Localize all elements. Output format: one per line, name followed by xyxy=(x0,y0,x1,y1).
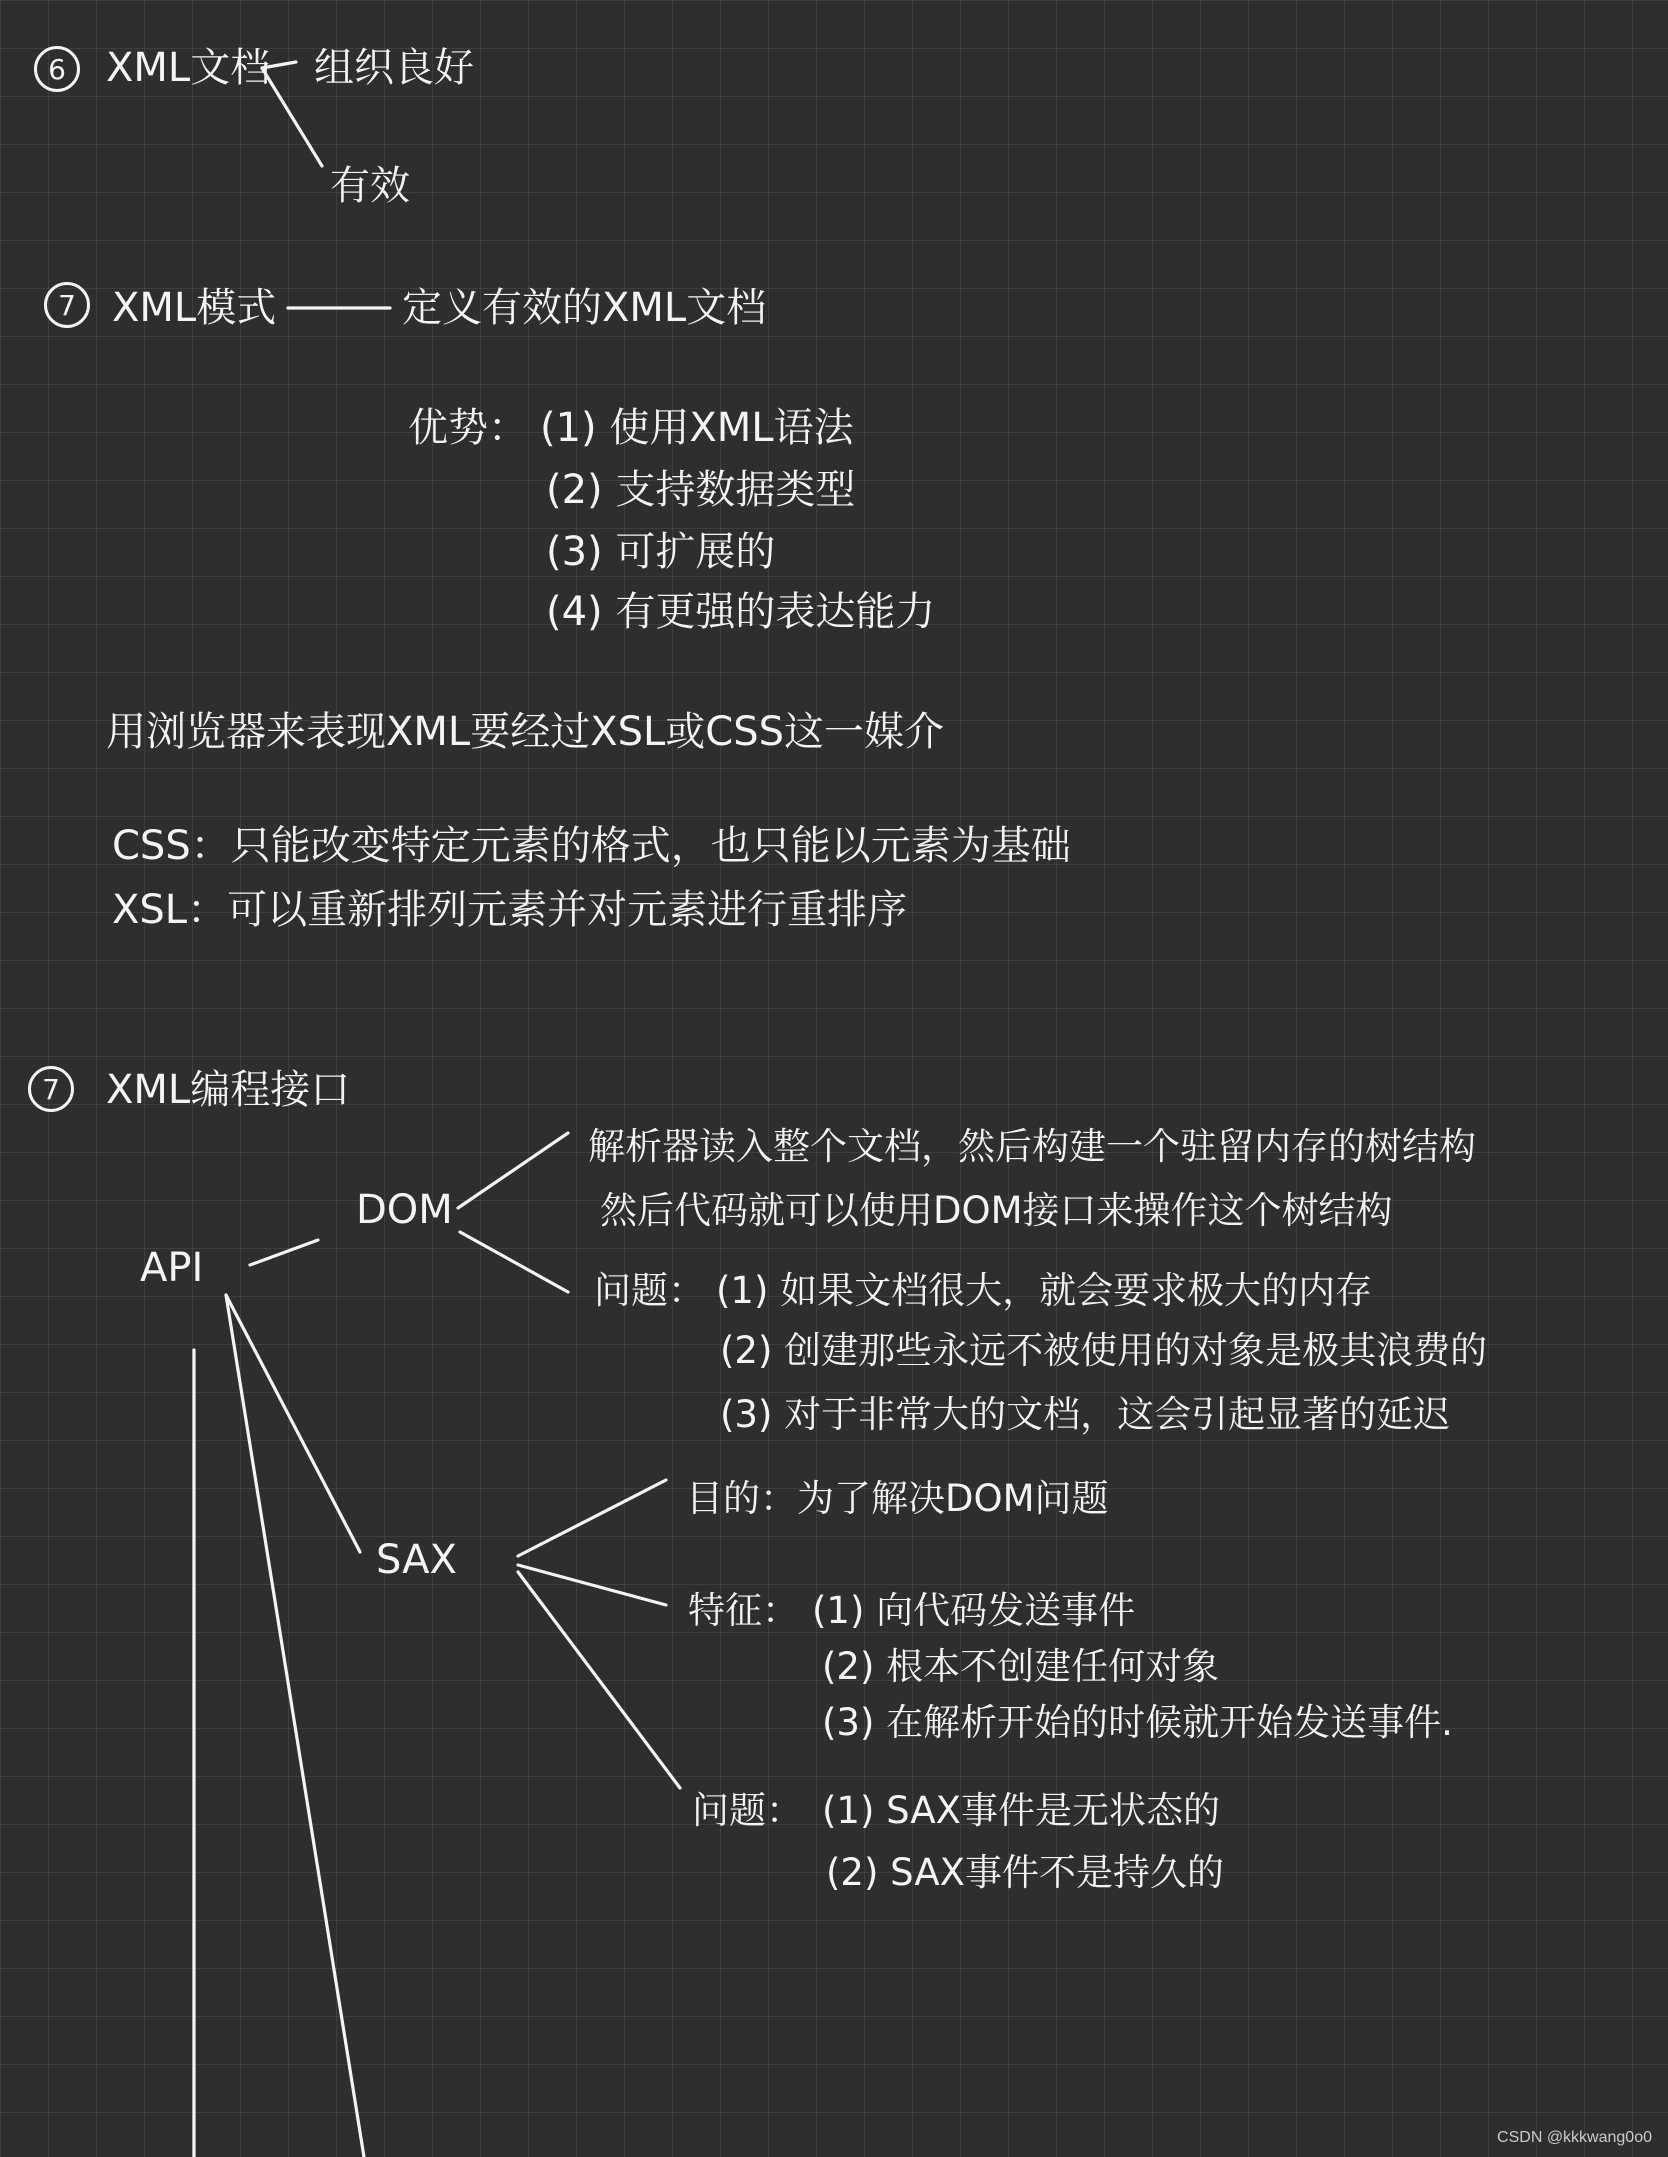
dom-desc-line-2: 然后代码就可以使用DOM接口来操作这个树结构 xyxy=(600,1189,1393,1232)
sax-label: SAX xyxy=(376,1537,457,1583)
csdn-watermark: CSDN @kkkwang0o0 xyxy=(1497,2129,1652,2146)
connector-sax-problems xyxy=(518,1572,680,1788)
connector-api-dom xyxy=(250,1240,318,1265)
advantage-item-3: (3) 可扩展的 xyxy=(546,529,776,575)
dom-problem-2: (2) 创建那些永远不被使用的对象是极其浪费的 xyxy=(720,1329,1488,1372)
sax-feature-1: (1) 向代码发送事件 xyxy=(812,1589,1136,1632)
sax-features-label: 特征： xyxy=(688,1589,799,1632)
sax-problem-2: (2) SAX事件不是持久的 xyxy=(826,1851,1225,1894)
connector-dom-desc xyxy=(458,1133,568,1208)
section-number-7-schema: 7 xyxy=(44,282,90,328)
advantages-label: 优势： xyxy=(408,405,528,451)
dom-problem-3: (3) 对于非常大的文档，这会引起显著的延迟 xyxy=(720,1393,1451,1436)
css-note: CSS：只能改变特定元素的格式，也只能以元素为基础 xyxy=(112,823,1071,869)
sax-problems-label: 问题： xyxy=(692,1789,803,1832)
xml-schema-title: XML模式 xyxy=(112,285,277,331)
well-formed-label: 组织良好 xyxy=(314,45,474,91)
dom-label: DOM xyxy=(356,1187,453,1233)
api-label: API xyxy=(140,1245,204,1291)
xml-document-title: XML文档 xyxy=(106,45,271,91)
dom-problem-1: (1) 如果文档很大，就会要求极大的内存 xyxy=(716,1269,1373,1312)
advantage-item-1: (1) 使用XML语法 xyxy=(540,405,854,451)
advantage-item-2: (2) 支持数据类型 xyxy=(546,467,856,513)
connector-dom-problems xyxy=(460,1232,568,1292)
valid-label: 有效 xyxy=(330,163,410,209)
sax-problem-1: (1) SAX事件是无状态的 xyxy=(822,1789,1221,1832)
dom-desc-line-1: 解析器读入整个文档，然后构建一个驻留内存的树结构 xyxy=(588,1125,1476,1168)
dom-problems-label: 问题： xyxy=(594,1269,705,1312)
connector-xml-doc-valid xyxy=(262,68,322,166)
connector-sax-purpose xyxy=(518,1480,666,1556)
xsl-note: XSL：可以重新排列元素并对元素进行重排序 xyxy=(112,887,908,933)
sax-feature-2: (2) 根本不创建任何对象 xyxy=(822,1645,1220,1688)
sax-feature-3: (3) 在解析开始的时候就开始发送事件. xyxy=(822,1701,1453,1744)
section-number-7-api: 7 xyxy=(28,1066,74,1112)
schema-definition: 定义有效的XML文档 xyxy=(402,285,767,331)
section-number-6: 6 xyxy=(34,46,80,92)
advantage-item-4: (4) 有更强的表达能力 xyxy=(546,589,936,635)
browser-note: 用浏览器来表现XML要经过XSL或CSS这一媒介 xyxy=(106,709,944,755)
xml-programming-interface-title: XML编程接口 xyxy=(106,1067,351,1113)
sax-purpose: 目的：为了解决DOM问题 xyxy=(686,1477,1109,1520)
